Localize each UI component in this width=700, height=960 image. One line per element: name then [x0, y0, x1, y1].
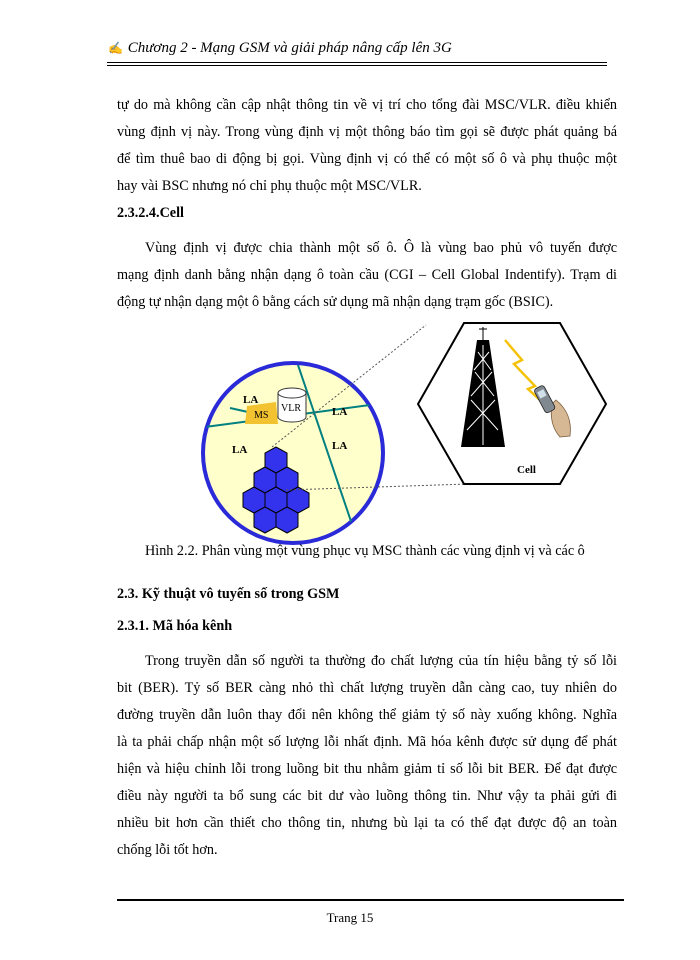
la-label: LA: [332, 406, 348, 418]
text-line: hiện và hiệu chỉnh lỗi trong luồng bit thu nhằm giảm tỉ số lỗi bit BER. Để đạt được: [117, 761, 617, 777]
text-line: vùng định vị này. Trong vùng định vị một thông báo tìm gọi sẽ được phát quảng bá: [117, 124, 617, 140]
text-line: đường truyền dẫn luôn thay đổi nên không thể giảm tỷ số này xuống không. Nghĩa: [117, 707, 617, 723]
cell-label: Cell: [517, 464, 536, 476]
section-heading-channel-coding: 2.3.1. Mã hóa kênh: [117, 618, 233, 634]
la-label: LA: [243, 394, 259, 406]
figure-caption: Hình 2.2. Phân vùng một vùng phục vụ MSC thành các vùng định vị và các ô: [145, 543, 585, 559]
la-label: LA: [332, 440, 348, 452]
text-line: là ta phải chấp nhận một số lượng lỗi nhất định. Mã hóa kênh được sử dụng để phát: [117, 734, 617, 750]
section-heading-radio: 2.3. Kỹ thuật vô tuyến số trong GSM: [117, 586, 340, 602]
text-line: Trong truyền dẫn số người ta thường đo chất lượng của tín hiệu bằng tỷ số lỗi: [145, 653, 617, 669]
ms-label: MS: [254, 410, 269, 421]
la-label: LA: [232, 444, 248, 456]
cell-hexagon: [254, 507, 276, 533]
writing-hand-icon: ✍: [108, 41, 123, 55]
cell-hexagon: [276, 507, 298, 533]
text-line: tự do mà không cần cập nhật thông tin về vị trí cho tổng đài MSC/VLR. điều khiển: [117, 97, 617, 113]
text-line: Vùng định vị được chia thành một số ô. Ô là vùng bao phủ vô tuyến được: [145, 240, 617, 256]
text-line: nhiều bit hơn cần thiết cho thông tin, nhưng bù lại ta có thể đạt được độ an toàn: [117, 815, 617, 831]
text-line: hay vài BSC nhưng nó chỉ phụ thuộc một MSC/VLR.: [117, 178, 422, 194]
text-line: điều này người ta bổ sung các bit dư vào luồng thông tin. Như vậy ta phải gửi đi: [117, 788, 617, 804]
text-line: mạng định danh bằng nhận dạng ô toàn cầu (CGI – Cell Global Indentify). Trạm di: [117, 267, 617, 283]
text-line: chống lỗi tốt hơn.: [117, 842, 218, 858]
section-heading-cell: 2.3.2.4.Cell: [117, 205, 184, 221]
paragraph-channel-coding: [117, 648, 617, 864]
chapter-title: Chương 2 - Mạng GSM và giải pháp nâng cấp lên 3G: [127, 40, 452, 56]
text-line: động tự nhận dạng một ô bằng cách sử dụng mã nhận dạng trạm gốc (BSIC).: [117, 294, 554, 310]
footer-rule: [117, 899, 624, 901]
text-line: bit (BER). Tỷ số BER càng nhỏ thì chất lượng truyền dẫn càng cao, tuy nhiên do: [117, 680, 617, 696]
vlr-label: VLR: [281, 403, 301, 414]
page-number: Trang 15: [326, 910, 374, 925]
text-line: để tìm thuê bao di động bị gọi. Vùng định vị có thể có một số ô và phụ thuộc một: [117, 151, 617, 167]
